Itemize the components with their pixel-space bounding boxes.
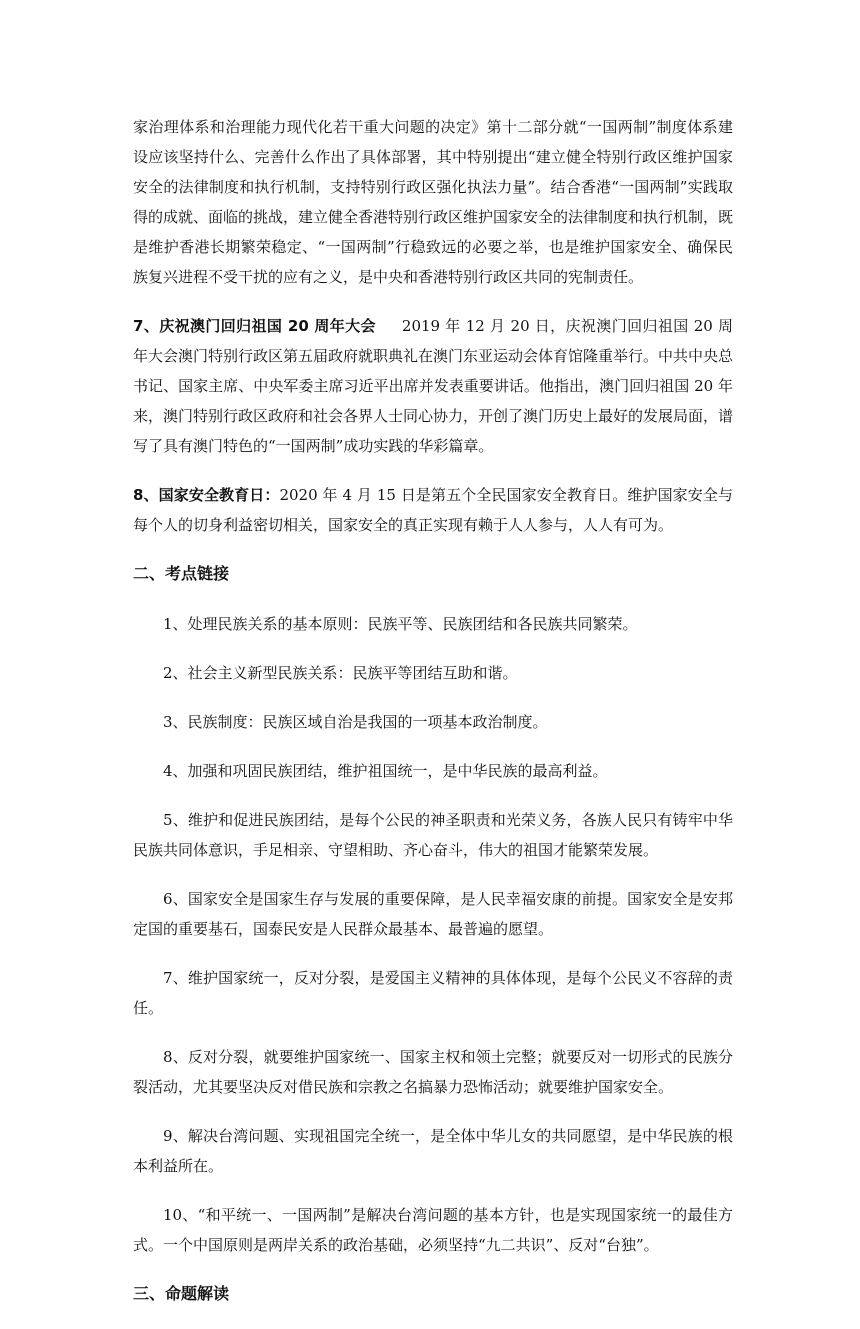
exam-point-3: 3、民族制度：民族区域自治是我国的一项基本政治制度。	[163, 713, 548, 731]
item-8-body: 2020 年 4 月 15 日是第五个全民国家安全教育日。维护国家安全与每个人的切身利益密切相关，国家安全的真正实现有赖于人人参与，人人有可为。	[133, 486, 733, 534]
document-content	[133, 112, 733, 1329]
section-3-heading: 三、命题解读	[133, 1284, 230, 1303]
exam-point-1: 1、处理民族关系的基本原则：民族平等、民族团结和各民族共同繁荣。	[163, 615, 638, 633]
item-7-body: 2019 年 12 月 20 日，庆祝澳门回归祖国 20 周年大会澳门特别行政区第五届政府就职典礼在澳门东亚运动会体育馆隆重举行。中共中央总书记、国家主席、中央军委主席习近平出席并发表重要讲话。他指出，澳门回归祖国 20 年来，澳门特别行政区政府和社会各界人士同心协力，开创了澳门历史上最好的发展局面，谱写了具有澳门特色的“一国两制”成功实践的华彩篇章。	[133, 317, 734, 455]
exam-point-7: 7、维护国家统一，反对分裂，是爱国主义精神的具体体现，是每个公民义不容辞的责任。	[133, 969, 733, 1017]
exam-point-8: 8、反对分裂，就要维护国家统一、国家主权和领土完整；就要反对一切形式的民族分裂活动，尤其要坚决反对借民族和宗教之名搞暴力恐怖活动；就要维护国家安全。	[133, 1048, 733, 1096]
item-8-paragraph	[133, 480, 733, 540]
section-2-heading: 二、考点链接	[133, 564, 230, 583]
item-7-title: 7、庆祝澳门回归祖国 20 周年大会	[133, 317, 376, 335]
exam-point-4: 4、加强和巩固民族团结，维护祖国统一，是中华民族的最高利益。	[163, 762, 608, 780]
exam-point-9: 9、解决台湾问题、实现祖国完全统一，是全体中华儿女的共同愿望，是中华民族的根本利益所在。	[133, 1127, 733, 1175]
exam-point-6: 6、国家安全是国家生存与发展的重要保障，是人民幸福安康的前提。国家安全是安邦定国的重要基石，国泰民安是人民群众最基本、最普遍的愿望。	[133, 890, 733, 938]
intro-paragraph: 家治理体系和治理能力现代化若干重大问题的决定》第十二部分就“一国两制”制度体系建设应该坚持什么、完善什么作出了具体部署，其中特别提出“建立健全特别行政区维护国家安全的法律制度和执行机制，支持特别行政区强化执法力量”。结合香港“一国两制”实践取得的成就、面临的挑战，建立健全香港特别行政区维护国家安全的法律制度和执行机制，既是维护香港长期繁荣稳定、“一国两制”行稳致远的必要之举，也是维护国家安全、确保民族复兴进程不受干扰的应有之义，是中央和香港特别行政区共同的宪制责任。	[133, 118, 734, 286]
item-7-paragraph	[133, 311, 733, 461]
item-8-title: 8、国家安全教育日：	[133, 486, 280, 504]
exam-point-2: 2、社会主义新型民族关系：民族平等团结互助和谐。	[163, 664, 518, 682]
exam-point-10: 10、“和平统一、一国两制”是解决台湾问题的基本方针，也是实现国家统一的最佳方式。一个中国原则是两岸关系的政治基础，必须坚持“九二共识”、反对“台独”。	[133, 1206, 733, 1254]
exam-point-5: 5、维护和促进民族团结，是每个公民的神圣职责和光荣义务，各族人民只有铸牢中华民族共同体意识，手足相亲、守望相助、齐心奋斗，伟大的祖国才能繁荣发展。	[133, 811, 733, 859]
